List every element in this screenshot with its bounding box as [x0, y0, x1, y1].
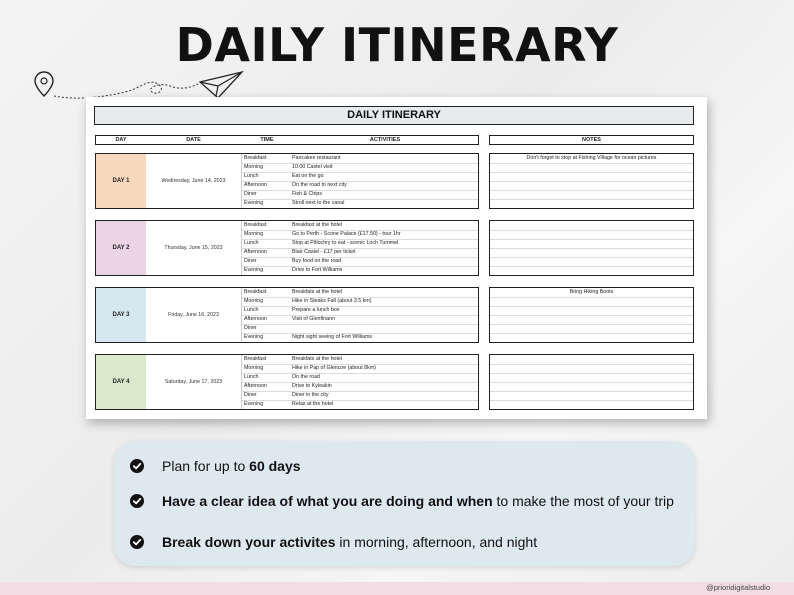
activity: Visit of Glenfinann [292, 316, 335, 322]
notes-block [489, 153, 694, 209]
activity: Buy food on the road [292, 258, 342, 264]
benefit-bold: 60 days [249, 458, 301, 474]
time-slot: Diner [244, 392, 257, 398]
time-slot: Afternoon [244, 249, 267, 255]
activity: Stop at Pitlochry to eat - scenic Loch Tummel [292, 240, 399, 246]
activity: On the road to next city [292, 182, 347, 188]
notes-block [489, 287, 694, 343]
day-date: Wednesday, June 14, 2023 [146, 154, 242, 208]
day-label: DAY 3 [96, 288, 146, 342]
activity: Prepare a lunch box [292, 307, 340, 313]
activity: Breakfats at the hotel [292, 356, 343, 362]
benefit-bold: Have a clear idea of what you are doing and when [162, 493, 493, 509]
headline: DAILY ITINERARY [175, 18, 619, 72]
header-time: TIME [260, 137, 274, 143]
activity: Blair Castel - £17 per ticket [292, 249, 356, 255]
time-slot: Morning [244, 164, 264, 170]
time-slot: Afternoon [244, 182, 267, 188]
itinerary-sheet [86, 97, 707, 419]
time-slot: Afternoon [244, 316, 267, 322]
time-slot: Evening [244, 267, 264, 273]
time-slot: Morning [244, 298, 264, 304]
time-slot: Diner [244, 258, 257, 264]
note-text: Bring Hiking Boots [490, 288, 693, 298]
time-slot: Breakfast [244, 155, 267, 161]
time-slot: Breakfast [244, 222, 267, 228]
column-header-bar [95, 135, 479, 145]
day-label: DAY 2 [96, 221, 146, 275]
header-activities: ACTIVITIES [369, 137, 401, 143]
studio-handle: @prioridigitalstudio [706, 583, 770, 592]
activity: Drive to Fort Williams [292, 267, 343, 273]
schedule-row [242, 333, 478, 342]
time-slot: Breakfast [244, 289, 267, 295]
header-date: DATE [186, 137, 201, 143]
day-date: Friday, June 16, 2023 [146, 288, 242, 342]
benefit-text: in morning, afternoon, and night [335, 534, 538, 550]
benefit-bold: Break down your activites [162, 534, 336, 550]
activity: Breakfast at the hotel [292, 222, 343, 228]
note-text: Don't forget to stop at Fishing Village for ocean pictures [490, 154, 693, 164]
time-slot: Lunch [244, 374, 259, 380]
day-date: Thursday, June 15, 2023 [146, 221, 242, 275]
day-block [95, 354, 479, 410]
activity: Breakfats at the hotel [292, 289, 343, 295]
time-slot: Lunch [244, 173, 259, 179]
schedule-row [242, 400, 478, 409]
check-circle-icon [130, 494, 144, 508]
benefits-panel [114, 441, 695, 566]
activity: 10:00 Castel visit [292, 164, 333, 170]
activity: Diner in the city [292, 392, 329, 398]
map-pin-icon [35, 72, 53, 96]
header-day: DAY [115, 137, 127, 143]
activity: Fish & Chips [292, 191, 323, 197]
time-slot: Afternoon [244, 383, 267, 389]
check-circle-icon [130, 459, 144, 473]
day-block [95, 220, 479, 276]
day-date: Saturday, June 17, 2023 [146, 355, 242, 409]
time-slot: Breakfast [244, 356, 267, 362]
activity: Hike in Pap of Glencoe (about 8km) [292, 365, 376, 371]
activity: Stroll next to the canal [292, 200, 345, 206]
paper-plane-icon [200, 72, 242, 98]
day-block [95, 153, 479, 209]
time-slot: Lunch [244, 307, 259, 313]
notes-block [489, 220, 694, 276]
time-slot: Evening [244, 401, 264, 407]
activity: Relax at the hotel [292, 401, 334, 407]
schedule-row [242, 266, 478, 275]
time-slot: Evening [244, 334, 264, 340]
time-slot: Lunch [244, 240, 259, 246]
activity: Night sight seeing of Fort Williams [292, 334, 373, 340]
activity: Drive to Kyleakin [292, 383, 332, 389]
activity: Go to Perth - Scone Palace (£17.50) - tour 1hr [292, 231, 401, 237]
time-slot: Morning [244, 365, 264, 371]
check-circle-icon [130, 535, 144, 549]
activity: On the road [292, 374, 320, 380]
benefit-text: Plan for up to [162, 458, 250, 474]
day-label: DAY 1 [96, 154, 146, 208]
day-label: DAY 4 [96, 355, 146, 409]
activity: Eat on the go [292, 173, 324, 179]
time-slot: Diner [244, 191, 257, 197]
time-slot: Diner [244, 325, 257, 331]
benefit-text: to make the most of your trip [492, 493, 674, 509]
footer-band [0, 582, 794, 595]
sheet-title: DAILY ITINERARY [94, 106, 694, 125]
notes-header-bar [489, 135, 694, 145]
day-block [95, 287, 479, 343]
time-slot: Morning [244, 231, 264, 237]
time-slot: Evening [244, 200, 264, 206]
activity: Hike in Steaks Fall (about 3.5 km) [292, 298, 372, 304]
notes-block [489, 354, 694, 410]
header-notes: NOTES [582, 137, 601, 143]
schedule-row [242, 199, 478, 208]
activity: Pancakes restaurant [292, 155, 341, 161]
